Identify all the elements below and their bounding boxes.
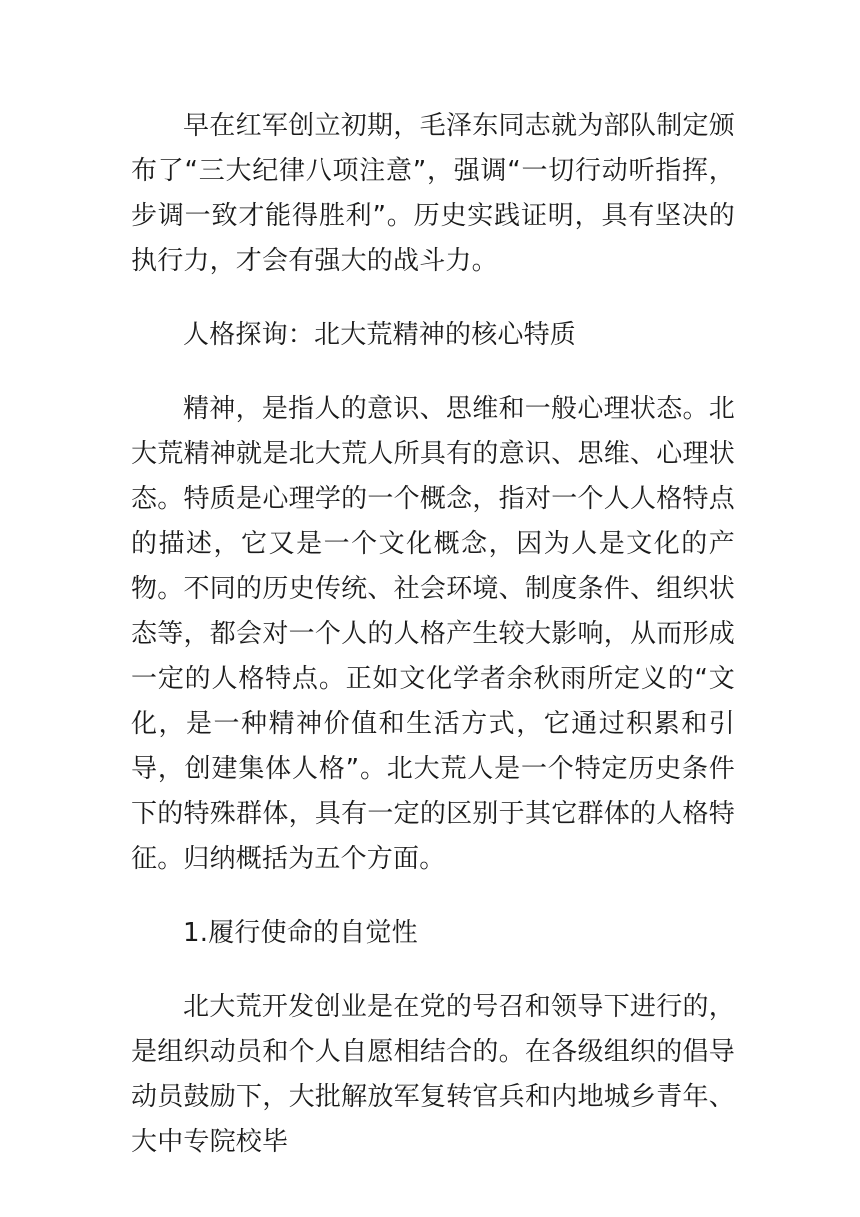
- body-paragraph-1: 早在红军创立初期，毛泽东同志就为部队制定颁布了“三大纪律八项注意”，强调“一切行动听指挥，步调一致才能得胜利”。历史实践证明，具有坚决的执行力，才会有强大的战斗力。: [131, 111, 735, 276]
- subsection-heading-1: 1.履行使命的自觉性: [183, 918, 418, 948]
- document-body: [131, 104, 735, 1194]
- body-paragraph-2: 精神，是指人的意识、思维和一般心理状态。北大荒精神就是北大荒人所具有的意识、思维、心理状态。特质是心理学的一个概念，指对一个人人格特点的描述，它又是一个文化概念，因为人是文化的产物。不同的历史传统、社会环境、制度条件、组织状态等，都会对一个人的人格产生较大影响，从而形成一定的人格特点。正如文化学者余秋雨所定义的“文化，是一种精神价值和生活方式，它通过积累和引导，创建集体人格”。北大荒人是一个特定历史条件下的特殊群体，具有一定的区别于其它群体的人格特征。归纳概括为五个方面。: [131, 394, 735, 874]
- section-heading-personality: 人格探询：北大荒精神的核心特质: [183, 320, 577, 350]
- body-paragraph-3: 北大荒开发创业是在党的号召和领导下进行的，是组织动员和个人自愿相结合的。在各级组织的倡导动员鼓励下，大批解放军复转官兵和内地城乡青年、大中专院校毕: [131, 992, 735, 1157]
